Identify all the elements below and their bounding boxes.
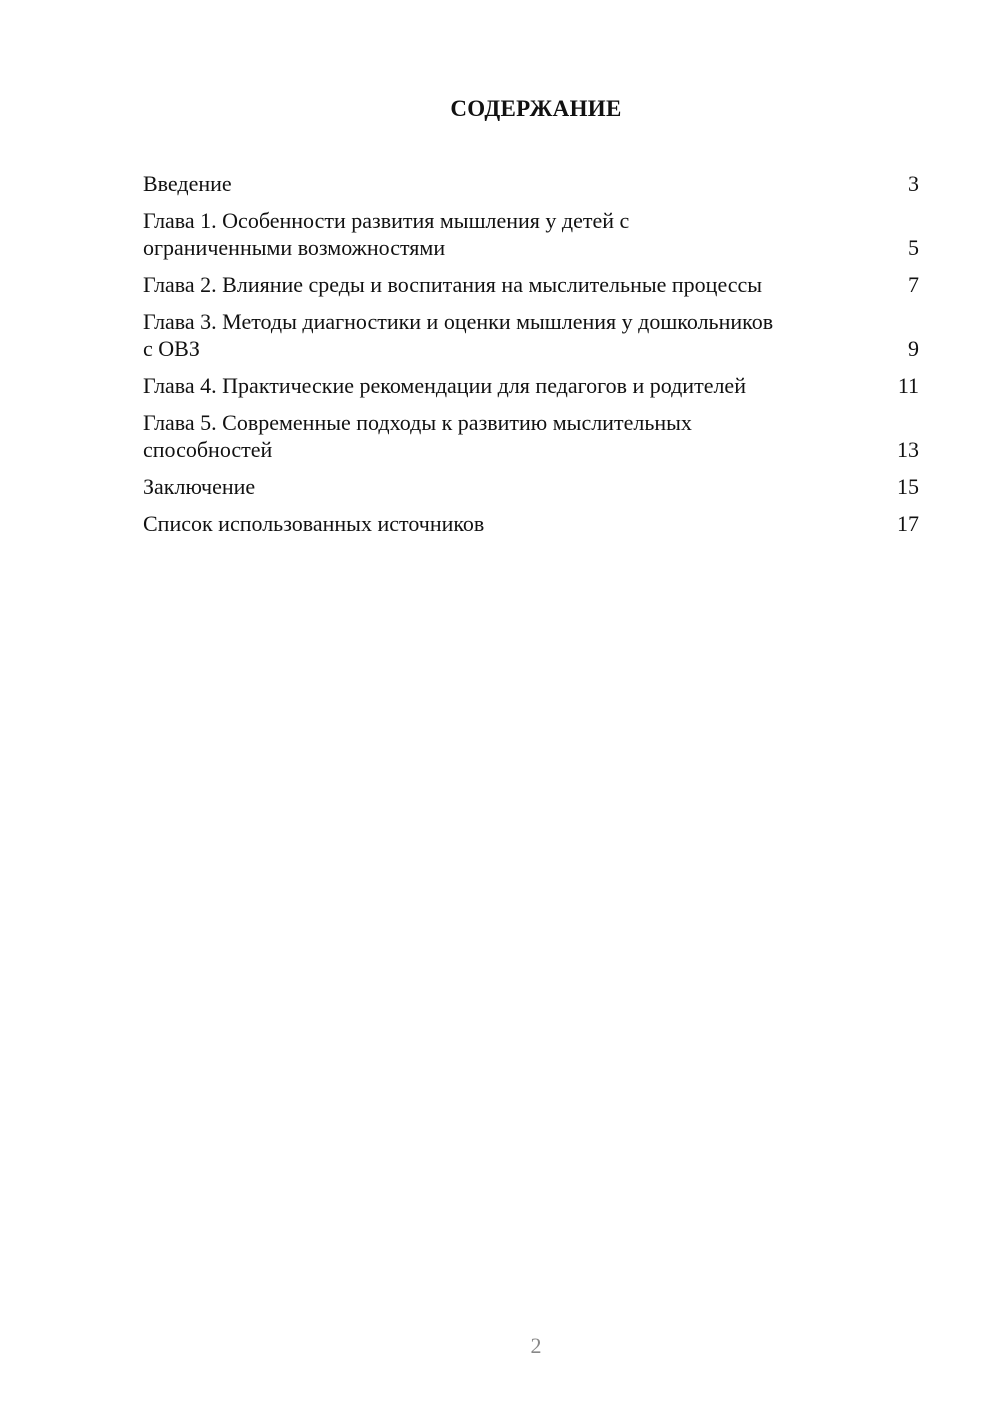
toc-entry-references[interactable] (143, 510, 919, 537)
toc-entry-label: Глава 5. Современные подходы к развитию мыслительных способностей (143, 410, 692, 462)
toc-entry-introduction[interactable] (143, 170, 919, 197)
toc-entry-label: Глава 2. Влияние среды и воспитания на мыслительные процессы (143, 272, 763, 297)
toc-entry-page: 11 (897, 373, 919, 398)
toc-entry-label: Заключение (143, 474, 256, 499)
toc-entry-page: 17 (897, 511, 919, 536)
toc-entry-chapter-1[interactable] (143, 207, 919, 261)
toc-entry-label: Глава 1. Особенности развития мышления у детей с ограниченными возможностями (143, 208, 630, 260)
toc-entry-chapter-2[interactable] (143, 271, 919, 298)
toc-entry-label: Глава 4. Практические рекомендации для педагогов и родителей (143, 373, 746, 398)
toc-entry-page: 13 (897, 437, 919, 462)
toc-entry-page: 15 (897, 474, 919, 499)
toc-entry-conclusion[interactable] (143, 473, 919, 500)
toc-entry-label: Глава 3. Методы диагностики и оценки мышления у дошкольников с ОВЗ (143, 309, 774, 361)
toc-entry-label: Введение (143, 171, 232, 196)
toc-entry-chapter-5[interactable] (143, 409, 919, 463)
toc-entry-label: Список использованных источников (143, 511, 485, 536)
toc-entry-page: 3 (908, 171, 919, 196)
page-title: СОДЕРЖАНИЕ (450, 96, 622, 121)
table-of-contents (143, 170, 919, 547)
page-number: 2 (530, 1333, 542, 1358)
toc-entry-chapter-4[interactable] (143, 372, 919, 399)
toc-entry-page: 5 (908, 235, 919, 260)
toc-entry-page: 9 (908, 336, 919, 361)
toc-entry-chapter-3[interactable] (143, 308, 919, 362)
toc-entry-page: 7 (908, 272, 919, 297)
